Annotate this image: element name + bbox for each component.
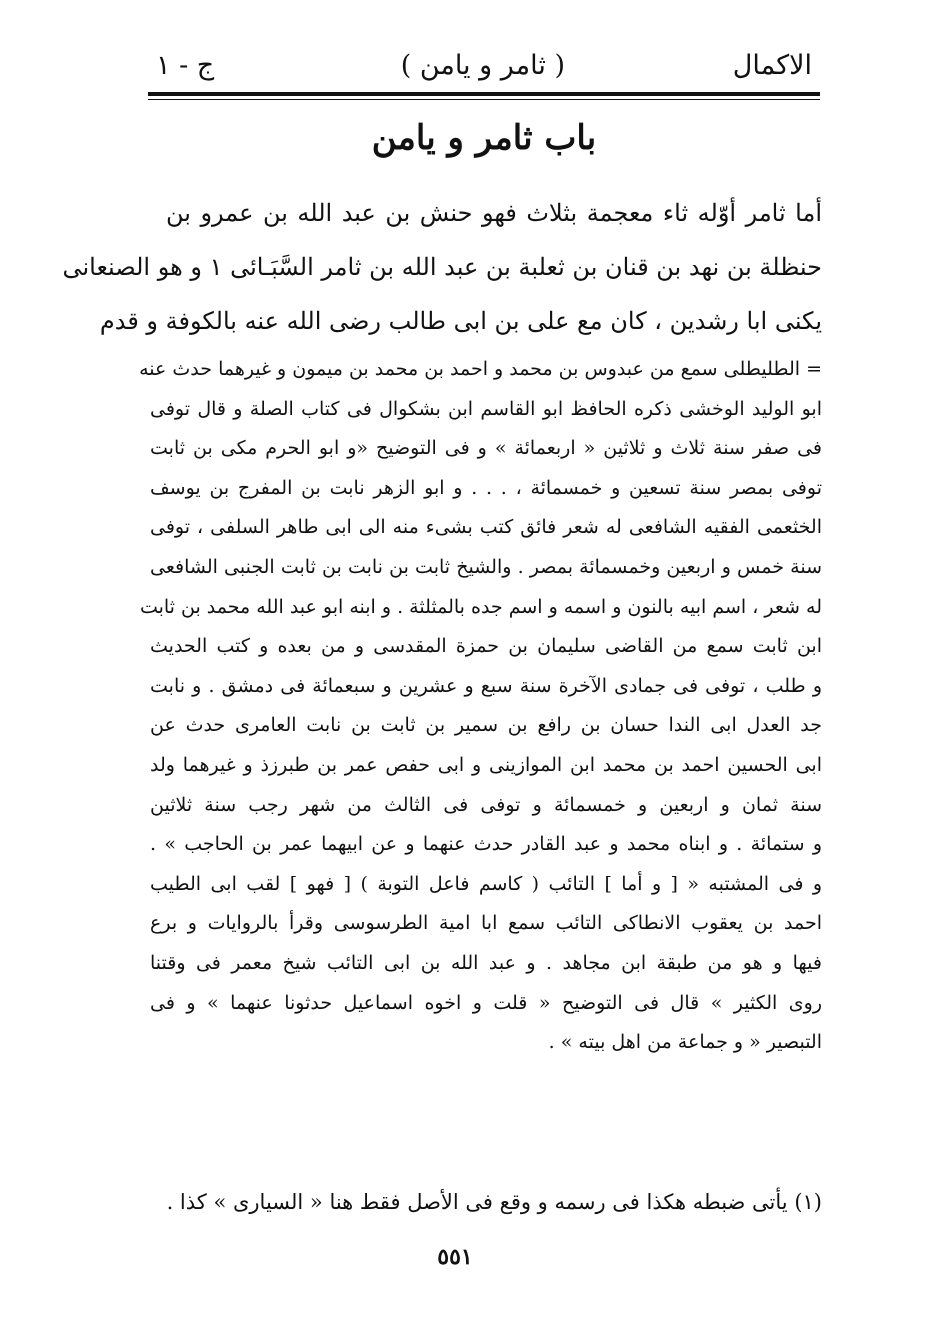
- notes-line: سنة ثمان و اربعين و خمسمائة و توفى فى الثالث من شهر رجب سنة ثلاثين: [150, 793, 822, 816]
- notes-line: فى صفر سنة ثلاث و ثلاثين « اربعمائة » و فى التوضيح «و ابو الحرم مكى بن ثابت: [150, 437, 822, 460]
- main-text-line: يكنى ابا رشدين ، كان مع على بن ابى طالب رضى الله عنه بالكوفة و قدم: [99, 307, 822, 335]
- notes-text: [139, 350, 822, 1063]
- main-text-line: حنظلة بن نهد بن قنان بن ثعلبة بن عبد الله بن ثامر السَّبَـائى ١ و هو الصنعانى: [62, 253, 822, 281]
- notes-line: ابى الحسين احمد بن محمد ابن الموازينى و ابى حفص عمر بن طبرزذ و غيرهما ولد: [150, 753, 822, 776]
- notes-line: جد العدل ابى الندا حسان بن رافع بن سمير بن ثابت بن نابت العامرى حدث عن: [150, 714, 822, 737]
- notes-line: الخثعمى الفقيه الشافعى له شعر فائق كتب بشىء منه الى ابى طاهر السلفى ، توفى: [150, 516, 822, 539]
- header-rule-thin: [148, 99, 820, 100]
- notes-line: ابن ثابت سمع من القاضى سليمان بن حمزة المقدسى و من بعده و كتب الحديث: [150, 635, 822, 658]
- chapter-title: باب ثامر و يامن: [371, 118, 597, 158]
- main-text-line: أما ثامر أوّله ثاء معجمة بثلاث فهو حنش بن عبد الله بن عمرو بن: [166, 199, 822, 227]
- book-title: الاكمال: [732, 50, 812, 81]
- section-title: ( ثامر و يامن ): [400, 50, 565, 81]
- notes-line: توفى بمصر سنة تسعين و خمسمائة ، . . . و ابو الزهر نابت بن المفرج بن يوسف: [150, 476, 822, 499]
- main-text: [62, 186, 822, 348]
- notes-line: و طلب ، توفى فى جمادى الآخرة سنة سبع و عشرين و سبعمائة فى دمشق . و نابت: [150, 674, 822, 697]
- notes-line: له شعر ، اسم ابيه بالنون و اسمه و اسم جده بالمثلثة . و ابنه ابو عبد الله محمد بن ثابت: [139, 595, 822, 618]
- notes-line: و ستمائة . و ابناه محمد و عبد القادر حدث عنهما و عن ابيهما عمر بن الحاجب » .: [150, 833, 822, 856]
- notes-line: روى الكثير » قال فى التوضيح « قلت و اخوه اسماعيل حدثونا عنهما » و فى: [150, 991, 822, 1014]
- notes-line: = الطليطلى سمع من عبدوس بن محمد و احمد بن محمد بن ميمون و غيرهما حدث عنه: [139, 358, 822, 380]
- volume-number: ج - ١: [156, 50, 215, 81]
- notes-line: احمد بن يعقوب الانطاكى التائب سمع ابا امية الطرسوسى وقرأ بالروايات و برع: [150, 912, 822, 935]
- header-rule-thick: [148, 92, 820, 96]
- notes-line: فيها و هو من طبقة ابن مجاهد . و عبد الله بن ابى التائب شيخ معمر فى وقتنا: [150, 951, 822, 974]
- page-number: ٥٥١: [437, 1244, 473, 1270]
- footnote: (١) يأتى ضبطه هكذا فى رسمه و وقع فى الأصل فقط هنا « السيارى » كذا .: [166, 1190, 822, 1214]
- notes-line: التبصير « و جماعة من اهل بيته » .: [548, 1031, 822, 1054]
- notes-line: سنة خمس و اربعين وخمسمائة بمصر . والشيخ ثابت بن نابت بن ثابت الجنبى الشافعى: [150, 555, 822, 578]
- notes-line: و فى المشتبه « [ و أما ] التائب ( كاسم فاعل التوبة ) [ فهو ] لقب ابى الطيب: [150, 872, 822, 895]
- running-header: [148, 44, 820, 94]
- notes-line: ابو الوليد الوخشى ذكره الحافظ ابو القاسم ابن بشكوال فى كتاب الصلة و قال توفى: [150, 397, 822, 420]
